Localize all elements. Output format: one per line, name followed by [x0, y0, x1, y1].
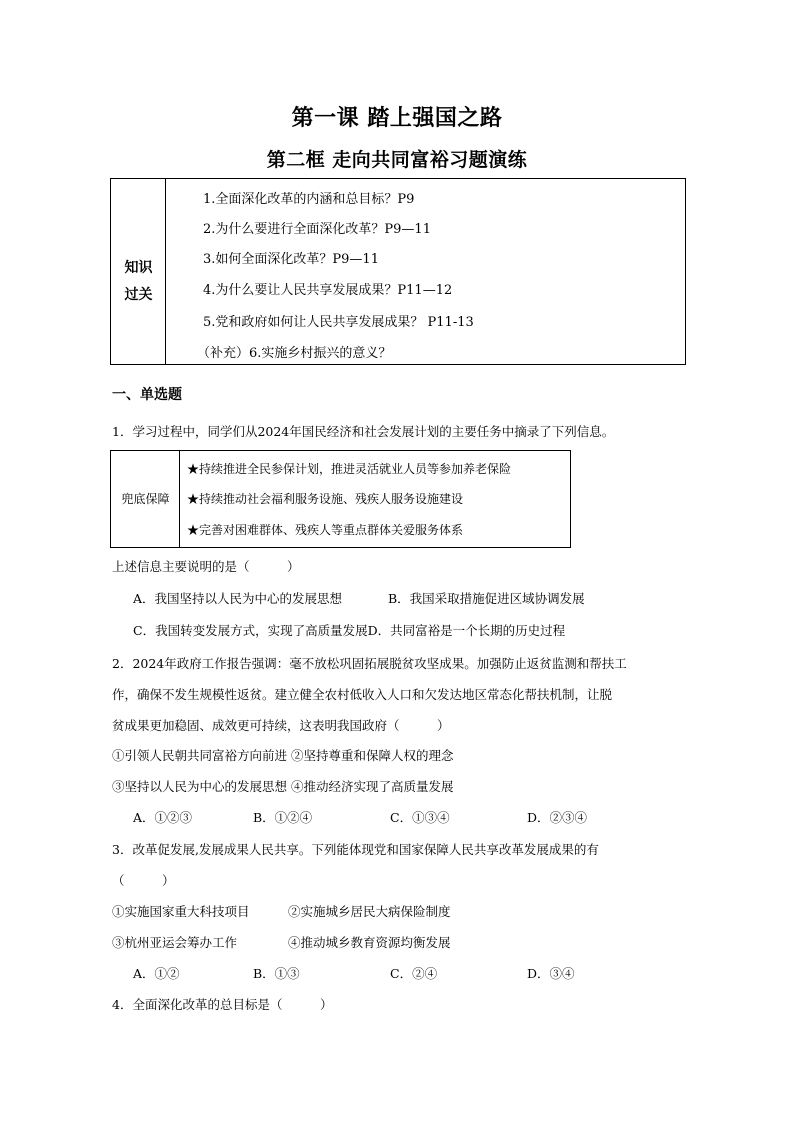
question-1-stem: 1．学习过程中，同学们从2024年国民经济和社会发展计划的主要任务中摘录了下列信息。 — [112, 424, 615, 439]
knowledge-label-line1: 知识 — [124, 260, 153, 276]
knowledge-label-cell — [111, 179, 166, 364]
section-heading: 一、单选题 — [112, 387, 182, 403]
knowledge-table — [110, 178, 686, 365]
question-3-stem-line1: 3．改革促发展,发展成果人民共享。下列能体现党和国家保障人民共享改革发展成果的有 — [112, 842, 599, 857]
question-2-option-b: B．①②④ — [253, 810, 313, 825]
info-item: ★持续推动社会福利服务设施、残疾人服务设施建设 — [187, 492, 464, 506]
lesson-title: 第一课 踏上强国之路 — [291, 106, 503, 131]
question-1-info-table — [110, 450, 571, 548]
question-2-stem-line1: 2．2024年政府工作报告强调：毫不放松巩固拓展脱贫攻坚成果。加强防止返贫监测和帮扶工 — [112, 656, 627, 671]
info-label: 兜底保障 — [121, 492, 170, 506]
question-3-stem-line2: （ ） — [112, 873, 175, 888]
question-2-option-d: D．②③④ — [527, 810, 588, 825]
info-item: ★持续推进全民参保计划，推进灵活就业人员等参加养老保险 — [187, 462, 512, 476]
knowledge-item: 5.党和政府如何让人民共享发展成果？ P11-13 — [203, 315, 474, 330]
question-2-option-c: C．①③④ — [390, 810, 450, 825]
knowledge-item: 2.为什么要进行全面深化改革？P9—11 — [203, 222, 431, 237]
question-2-statements-2: ③坚持以人民为中心的发展思想 ④推动经济实现了高质量发展 — [112, 779, 454, 794]
info-item: ★完善对困难群体、残疾人等重点群体关爱服务体系 — [187, 523, 464, 537]
question-1-option-cd: C．我国转变发展方式，实现了高质量发展D．共同富裕是一个长期的历史过程 — [133, 623, 566, 638]
knowledge-label-line2: 过关 — [124, 287, 153, 303]
question-2-option-a: A．①②③ — [133, 810, 193, 825]
lesson-subtitle: 第二框 走向共同富裕习题演练 — [266, 149, 528, 171]
question-4-stem: 4．全面深化改革的总目标是（ ） — [112, 997, 333, 1012]
knowledge-item: 4.为什么要让人民共享发展成果？P11—12 — [203, 283, 453, 298]
question-1-prompt: 上述信息主要说明的是（ ） — [112, 559, 300, 574]
knowledge-item: 3.如何全面深化改革？P9—11 — [203, 252, 379, 267]
question-2-stem-line3: 贫成果更加稳固、成效更可持续，这表明我国政府（ ） — [112, 718, 450, 733]
question-3-option-c: C．②④ — [390, 966, 438, 981]
knowledge-item: 1.全面深化改革的内涵和总目标？P9 — [203, 192, 415, 207]
question-1-option-a: A．我国坚持以人民为中心的发展思想 — [133, 591, 343, 606]
question-1-option-b: B．我国采取措施促进区域协调发展 — [388, 591, 585, 606]
question-2-stem-line2: 作，确保不发生规模性返贫。建立健全农村低收入人口和欠发达地区常态化帮扶机制，让脱 — [112, 687, 613, 702]
question-3-statement-4: ④推动城乡教育资源均衡发展 — [288, 935, 451, 950]
question-3-option-b: B．①③ — [253, 966, 300, 981]
question-2-statements-1: ①引领人民朝共同富裕方向前进 ②坚持尊重和保障人权的理念 — [112, 748, 454, 763]
question-3-statement-1: ①实施国家重大科技项目 — [112, 904, 250, 919]
knowledge-item: （补充）6.实施乡村振兴的意义？ — [197, 346, 392, 361]
question-3-statement-2: ②实施城乡居民大病保险制度 — [288, 904, 451, 919]
question-3-statement-3: ③杭州亚运会筹办工作 — [112, 935, 238, 950]
info-label-cell — [111, 451, 180, 547]
question-3-option-a: A．①② — [133, 966, 180, 981]
question-3-option-d: D．③④ — [527, 966, 575, 981]
